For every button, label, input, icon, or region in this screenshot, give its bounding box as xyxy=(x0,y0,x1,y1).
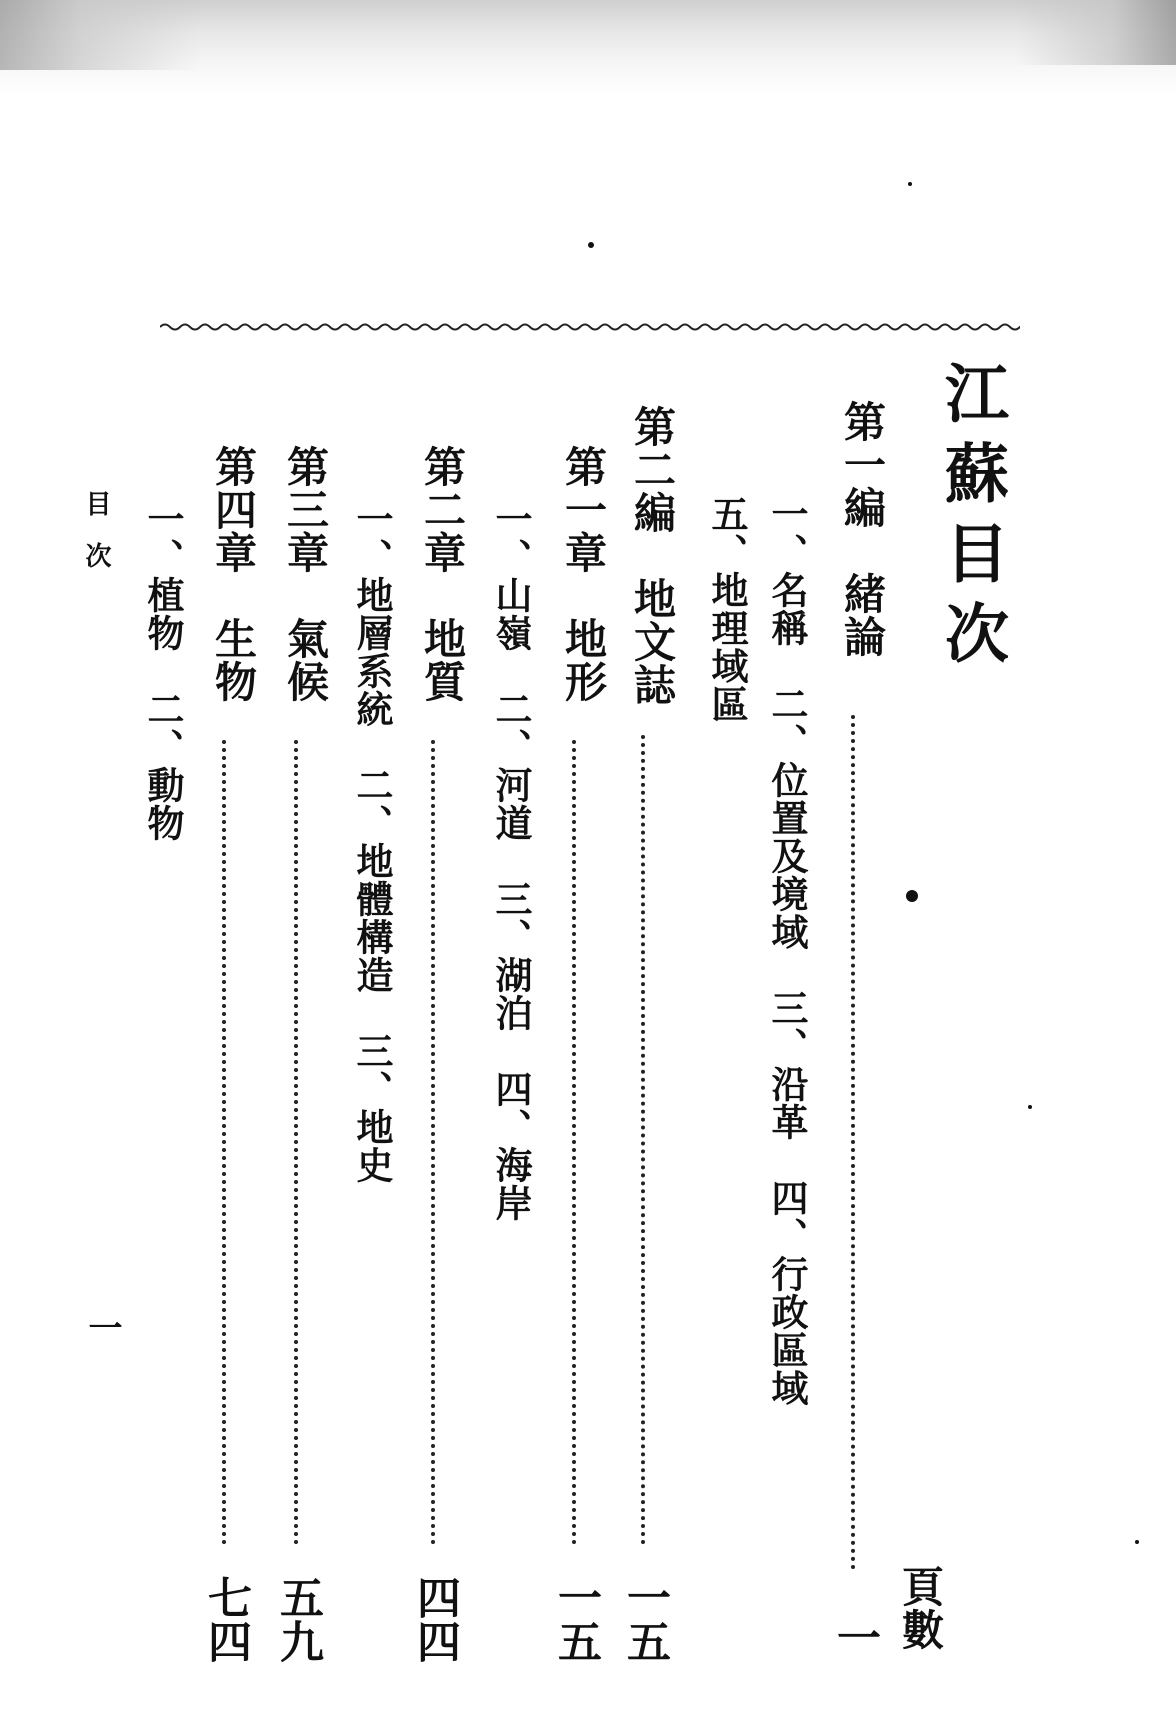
toc-heading-chapter-3: 第三章 氣候 xyxy=(281,445,330,703)
page-folio: 一 xyxy=(82,1310,122,1344)
scan-speck xyxy=(1135,1540,1139,1544)
toc-item-list: 一、名稱 二、位置及境域 三、沿革 四、行政區域 xyxy=(765,495,809,1407)
toc-item-list: 一、山嶺 二、河道 三、湖泊 四、海岸 xyxy=(489,500,533,1222)
scan-speck xyxy=(908,182,912,186)
leader-dots xyxy=(222,740,226,1545)
running-head: 目 次 xyxy=(81,490,111,568)
toc-item-list: 一、地層系統 二、地體構造 三、地史 xyxy=(350,500,394,1184)
toc-item-list: 一、植物 二、動物 xyxy=(141,500,185,842)
page-count-label: 頁數 xyxy=(896,1565,945,1651)
toc-heading-chapter-4: 第四章 生物 xyxy=(209,445,258,703)
leader-dots xyxy=(294,740,298,1545)
toc-heading-chapter-1: 第一章 地形 xyxy=(559,445,608,703)
leader-dots xyxy=(431,740,435,1545)
leader-dots xyxy=(851,715,855,1570)
toc-heading-chapter-2: 第二章 地質 xyxy=(418,445,467,703)
toc-page-part-1: 一 xyxy=(829,1615,880,1659)
toc-page-part-2: 一五 xyxy=(619,1575,670,1663)
scan-speck xyxy=(1028,1105,1032,1109)
leader-dots xyxy=(572,740,576,1545)
toc-page-chapter-2: 四四 xyxy=(409,1575,460,1663)
toc-page-chapter-4: 七四 xyxy=(200,1575,251,1663)
toc-heading-part-2: 第二編 地文誌 xyxy=(628,405,677,706)
toc-item-list: 五、地理域區 xyxy=(705,495,749,723)
toc-page-chapter-3: 五九 xyxy=(272,1575,323,1663)
scan-shadow-right xyxy=(1016,0,1176,65)
toc-page-chapter-1: 一五 xyxy=(550,1575,601,1663)
scan-speck xyxy=(588,242,594,248)
leader-dots xyxy=(641,735,645,1545)
page-title: 江蘇目次 xyxy=(934,360,1009,680)
wavy-rule xyxy=(160,322,1020,332)
scan-shadow-left xyxy=(0,0,200,70)
scan-speck xyxy=(906,890,918,902)
toc-heading-part-1: 第一編 緒論 xyxy=(838,400,887,658)
